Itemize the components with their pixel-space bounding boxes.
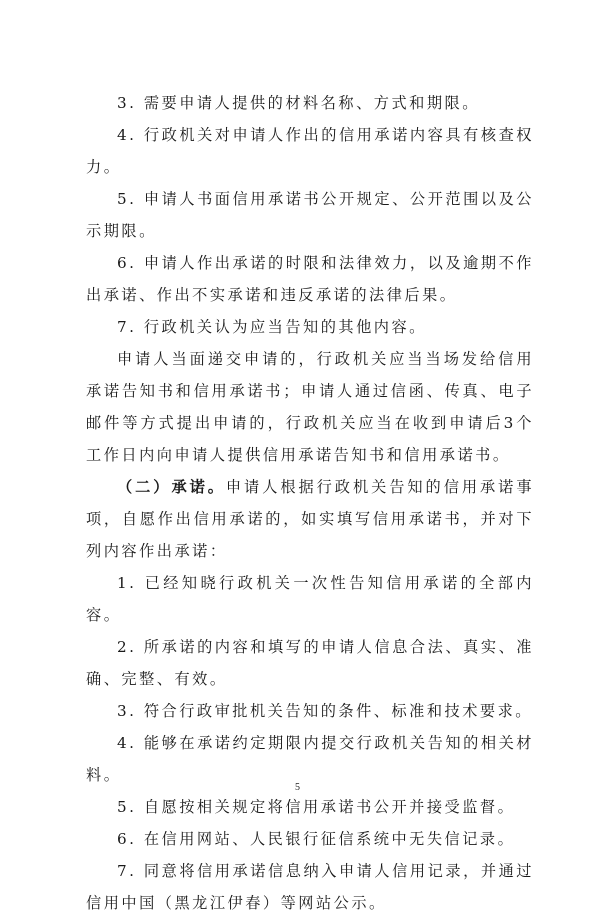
list-item: 5. 自愿按相关规定将信用承诺书公开并接受监督。	[117, 798, 516, 816]
list-item: 3. 符合行政审批机关告知的条件、标准和技术要求。	[117, 702, 533, 720]
list-item: 7. 行政机关认为应当告知的其他内容。	[117, 318, 427, 336]
section-text: 申请人根据行政机关告知的信用承诺事项，自愿作出信用承诺的，如实填写信用承诺书，并对下列内容作出承诺：	[86, 478, 535, 560]
list-item: 6. 申请人作出承诺的时限和法律效力，以及逾期不作出承诺、作出不实承诺和违反承诺的法律后果。	[86, 254, 534, 304]
list-item: 4. 能够在承诺约定期限内提交行政机关告知的相关材料。	[86, 734, 534, 784]
list-item: 7. 同意将信用承诺信息纳入申请人信用记录，并通过信用中国（黑龙江伊春）等网站公示。	[86, 862, 534, 912]
list-item: 6. 在信用网站、人民银行征信系统中无失信记录。	[117, 830, 516, 848]
list-item: 3. 需要申请人提供的材料名称、方式和期限。	[117, 94, 480, 112]
paragraph: 申请人当面递交申请的，行政机关应当当场发给信用承诺告知书和信用承诺书；申请人通过信函、传真、电子邮件等方式提出申请的，行政机关应当在收到申请后3个工作日内向申请人提供信用承诺告知书和信用承诺书。	[86, 350, 534, 464]
section-paragraph	[86, 471, 534, 567]
list-item: 2. 所承诺的内容和填写的申请人信息合法、真实、准确、完整、有效。	[86, 638, 534, 688]
body-text	[86, 87, 534, 919]
list-item: 4. 行政机关对申请人作出的信用承诺内容具有核查权力。	[86, 126, 534, 176]
section-heading: （二）承诺。	[117, 478, 226, 496]
list-item: 5. 申请人书面信用承诺书公开规定、公开范围以及公示期限。	[86, 190, 534, 240]
page-number: 5	[295, 782, 300, 793]
list-item: 1. 已经知晓行政机关一次性告知信用承诺的全部内容。	[86, 574, 534, 624]
